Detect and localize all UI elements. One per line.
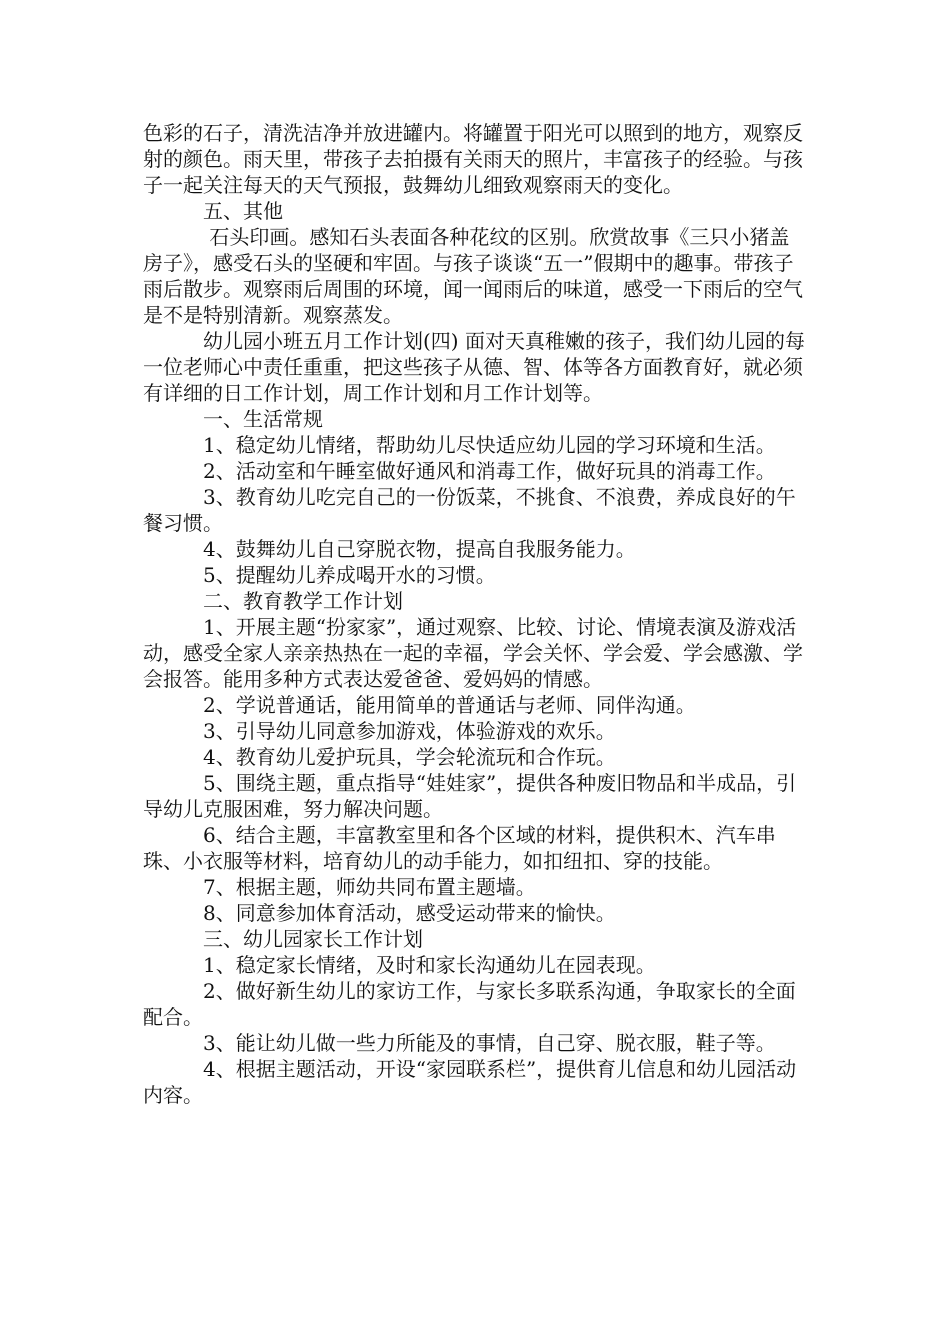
section-heading: 五、其他 [203,199,283,223]
list-item: 2、学说普通话，能用简单的普通话与老师、同伴沟通。 [203,693,696,717]
section-heading: 三、幼儿园家长工作计划 [203,927,423,951]
list-item: 2、做好新生幼儿的家访工作，与家长多联系沟通，争取家长的全面配合。 [143,979,796,1029]
list-item: 8、同意参加体育活动，感受运动带来的愉快。 [203,901,616,925]
paragraph: 幼儿园小班五月工作计划(四) 面对天真稚嫩的孩子，我们幼儿园的每一位老师心中责任重重，把这些孩子从德、智、体等各方面教育好，就必须有详细的日工作计划，周工作计划和月工作计划等。 [143,329,805,405]
list-item: 5、围绕主题，重点指导“娃娃家”，提供各种废旧物品和半成品，引导幼儿克服困难，努力解决问题。 [143,771,797,821]
list-item: 2、活动室和午睡室做好通风和消毒工作，做好玩具的消毒工作。 [203,459,776,483]
list-item: 6、结合主题，丰富教室里和各个区域的材料，提供积木、汽车串珠、小衣服等材料，培育幼儿的动手能力，如扣纽扣、穿的技能。 [143,823,776,873]
list-item: 4、根据主题活动，开设“家园联系栏”，提供育儿信息和幼儿园活动内容。 [143,1057,797,1107]
list-item: 4、鼓舞幼儿自己穿脱衣物，提高自我服务能力。 [203,537,636,561]
list-item: 1、稳定幼儿情绪，帮助幼儿尽快适应幼儿园的学习环境和生活。 [203,433,776,457]
list-item: 3、引导幼儿同意参加游戏，体验游戏的欢乐。 [203,719,616,743]
list-item: 1、稳定家长情绪，及时和家长沟通幼儿在园表现。 [203,953,656,977]
list-item: 7、根据主题，师幼共同布置主题墙。 [203,875,536,899]
paragraph: 石头印画。感知石头表面各种花纹的区别。欣赏故事《三只小猪盖房子》，感受石头的坚硬和牢固。与孩子谈谈“五一”假期中的趣事。带孩子雨后散步。观察雨后周围的环境，闻一闻雨后的味道，感受一下雨后的空气是不是特别清新。观察蒸发。 [143,225,803,327]
section-heading: 一、生活常规 [203,407,323,431]
list-item: 5、提醒幼儿养成喝开水的习惯。 [203,563,496,587]
paragraph: 色彩的石子，清洗洁净并放进罐内。将罐置于阳光可以照到的地方，观察反射的颜色。雨天里，带孩子去拍摄有关雨天的照片，丰富孩子的经验。与孩子一起关注每天的天气预报，鼓舞幼儿细致观察雨天的变化。 [143,121,803,197]
document-body [143,120,808,1108]
list-item: 1、开展主题“扮家家”，通过观察、比较、讨论、情境表演及游戏活动，感受全家人亲亲热热在一起的幸福，学会关怀、学会爱、学会感激、学会报答。能用多种方式表达爱爸爸、爱妈妈的情感。 [143,615,803,691]
list-item: 4、教育幼儿爱护玩具，学会轮流玩和合作玩。 [203,745,616,769]
list-item: 3、能让幼儿做一些力所能及的事情，自己穿、脱衣服，鞋子等。 [203,1031,776,1055]
list-item: 3、教育幼儿吃完自己的一份饭菜，不挑食、不浪费，养成良好的午餐习惯。 [143,485,796,535]
section-heading: 二、教育教学工作计划 [203,589,403,613]
